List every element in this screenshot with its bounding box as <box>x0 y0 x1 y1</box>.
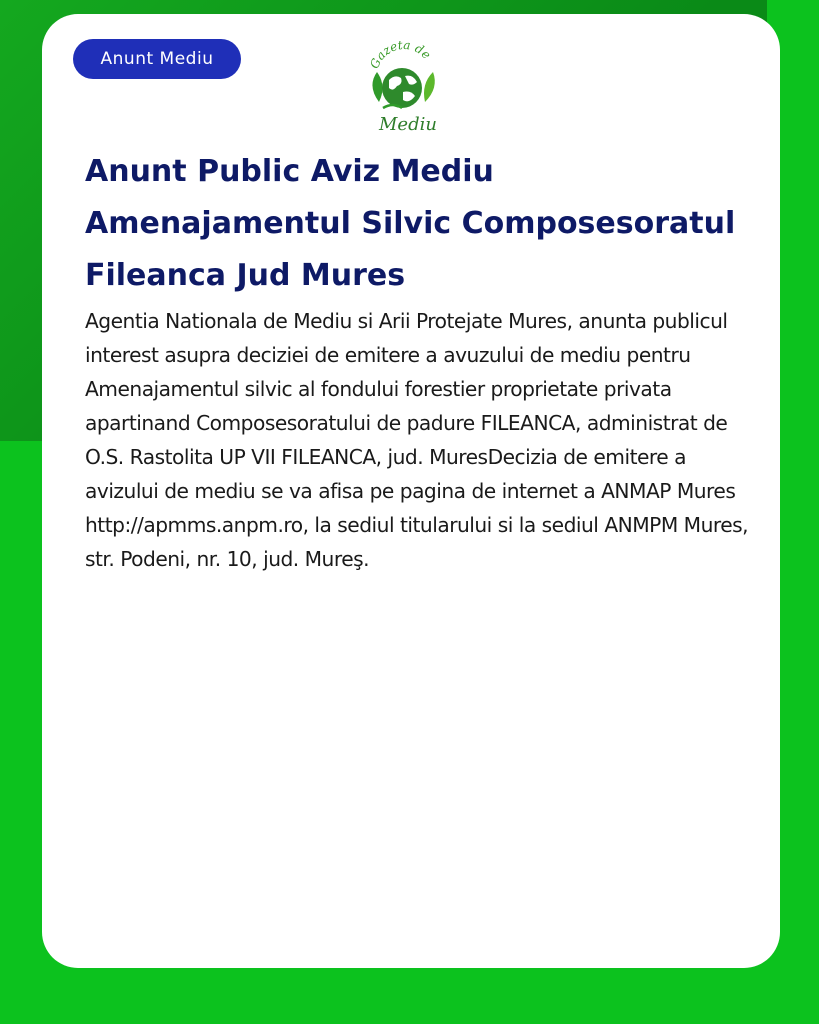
article-body: Agentia Nationala de Mediu si Arii Protejate Mures, anunta publicul interest asupra deciziei de emitere a avuzului de mediu pentru Amenajamentul silvic al fondului forestier proprietate privata apartinand Composesoratului de padure FILEANCA, administrat de O.S. Rastolita UP VII FILEANCA, jud. MuresDecizia de emitere a avizului de mediu se va afisa pe pagina de internet a ANMAP Mures http://apmms.anpm.ro, la sediul titularului si la sediul ANMPM Mures, str. Podeni, nr. 10, jud. Mureş. <box>85 309 749 571</box>
category-badge[interactable]: Anunt Mediu <box>73 39 241 79</box>
article-title: Anunt Public Aviz Mediu Amenajamentul Silvic Composesoratul Fileanca Jud Mures <box>85 154 736 293</box>
svg-text:Mediu: Mediu <box>379 114 437 135</box>
svg-text:Gazeta de: Gazeta de <box>367 37 434 71</box>
gazeta-de-mediu-logo <box>357 36 447 136</box>
globe-leaf-icon <box>357 36 447 136</box>
announcement-card <box>42 14 780 968</box>
